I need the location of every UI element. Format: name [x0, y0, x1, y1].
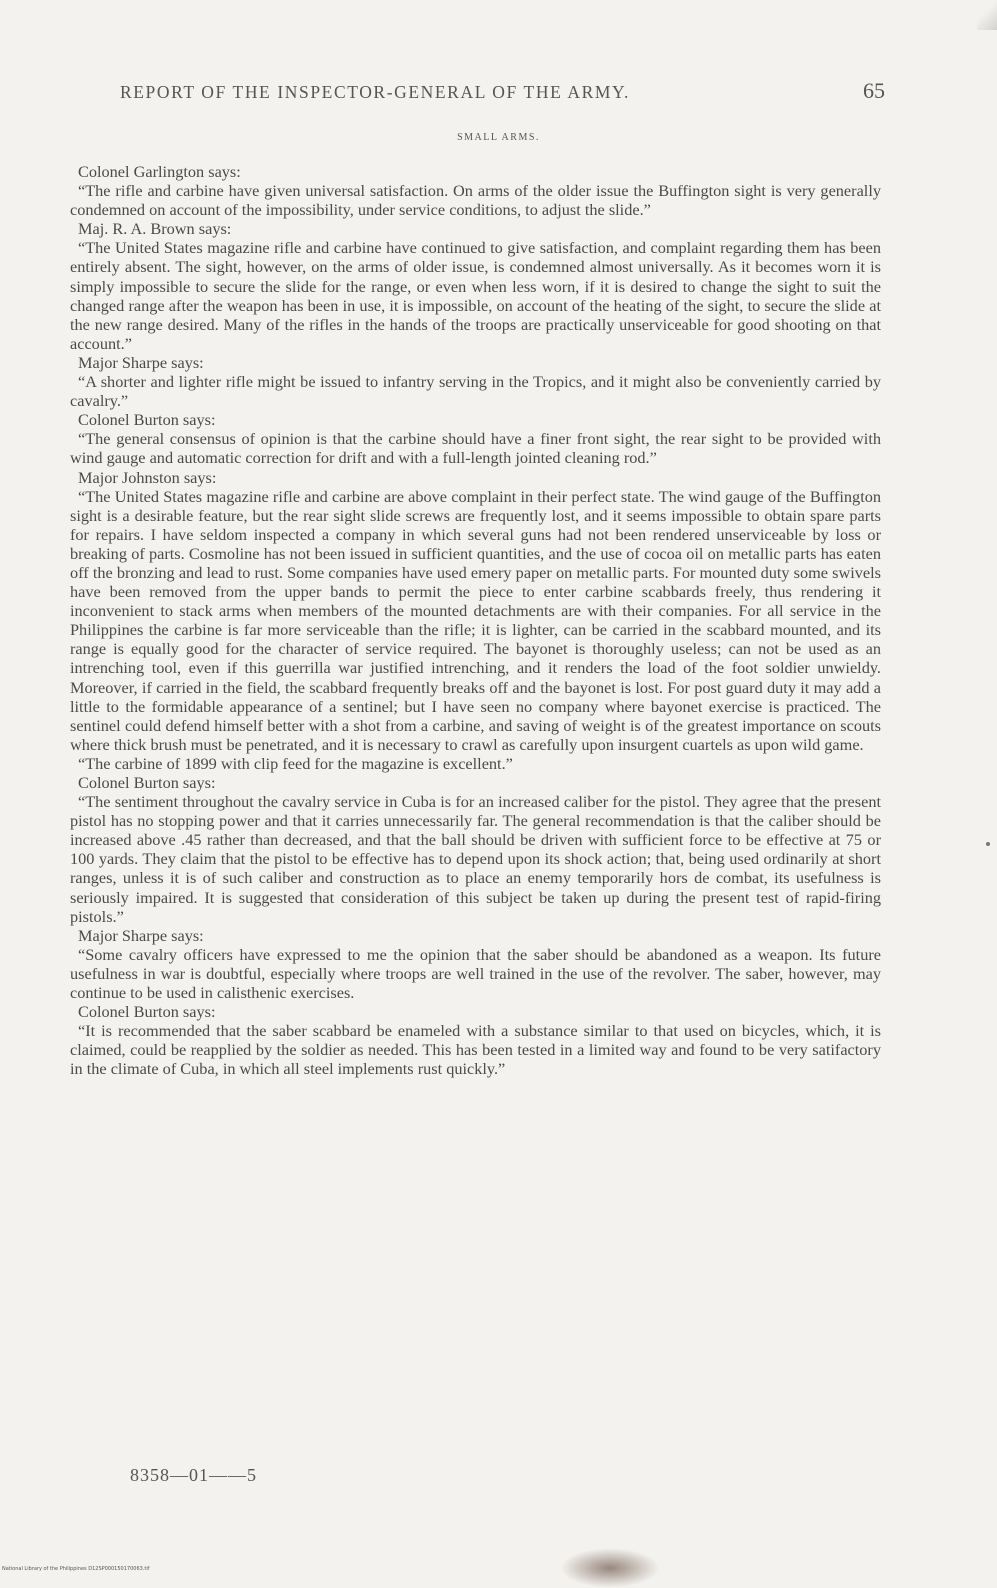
quote-paragraph: “The general consensus of opinion is that the carbine should have a finer front sight, the rear sight to be provided with wind gauge and automatic correction for drift and with a full-length jointed cleaning rod.”: [70, 429, 881, 468]
page-number: 65: [863, 78, 885, 103]
quote-paragraph: “Some cavalry officers have expressed to me the opinion that the saber should be abandoned as a weapon. Its future usefulness in war is doubtful, especially where troops are well trained in the use of the revolver. The saber, however, may continue to be used in calisthenic exercises.: [70, 944, 881, 1003]
library-stamp: National Library of the Philippines D12SP000150170063.tif: [2, 1566, 150, 1572]
report-body: [70, 162, 881, 1079]
section-heading: SMALL ARMS.: [457, 132, 540, 143]
quote-paragraph: “It is recommended that the saber scabbard be enameled with a substance similar to that used on bicycles, which, it is claimed, could be reapplied by the soldier as needed. This has been tested in a limited way and found to be very satifactory in the climate of Cuba, in which all steel implements rust quickly.”: [70, 1021, 881, 1079]
speaker-line: Major Sharpe says:: [78, 352, 204, 372]
quote-paragraph: “The United States magazine rifle and carbine are above complaint in their perfect state. The wind gauge of the Buffington sight is a desirable feature, but the rear sight slide screws are frequently lost, and it seems impossible to obtain spare parts for repairs. I have seldom inspected a company in which several guns had not been rendered unserviceable by loss or breaking of parts. Cosmoline has not been issued in sufficient quantities, and the use of cocoa oil on metallic parts has eaten off the bronzing and lead to rust. Some companies have used emery paper on metallic parts. For mounted duty some swivels have been removed from the upper bands to permit the piece to enter carbine scabbards freely, thus rendering it inconvenient to stack arms when members of the mounted detachments are with their companies. For all service in the Philippines the carbine is far more serviceable than the rifle; it is lighter, can be carried in the scabbard mounted, and its range is equally good for the character of service required. The bayonet is thoroughly useless; can not be used as an intrenching tool, even if this guerrilla war justified intrenching, and it renders the load of the foot soldier unwieldy. Moreover, if carried in the field, the scabbard frequently breaks off and the bayonet is lost. For post guard duty it may add a little to the formidable appearance of a sentinel; but I have seen no company where bayonet exercise is practiced. The sentinel could defend himself better with a shot from a carbine, and saving of weight is of the greatest importance on scouts where thick brush must be penetrated, and it is necessary to crawl as carefully upon insurgent cuartels as upon wild game.: [70, 486, 881, 754]
quote-paragraph: “The carbine of 1899 with clip feed for the magazine is excellent.”: [78, 753, 513, 773]
quote-paragraph: “A shorter and lighter rifle might be issued to infantry serving in the Tropics, and it might also be conveniently carried by cavalry.”: [70, 372, 881, 411]
printer-signature: 8358—01——5: [130, 1465, 257, 1485]
thumb-smudge: [560, 1548, 660, 1588]
quote-paragraph: “The sentiment throughout the cavalry service in Cuba is for an increased caliber for the pistol. They agree that the present pistol has no stopping power and that it carries unnecessarily far. The general recommendation is that the caliber should be increased above .45 rather than decreased, and that the ball should be driven with sufficient force to be effective at 75 or 100 yards. They claim that the pistol to be effective has to depend upon its shock action; that, being used ordinarily at short ranges, unless it is of such caliber and construction as to place an enemy temporarily hors de combat, its usefulness is seriously impaired. It is suggested that consideration of this subject be taken up during the present test of rapid-firing pistols.”: [70, 792, 881, 926]
speaker-line: Colonel Burton says:: [78, 773, 216, 792]
scan-speck: [986, 842, 990, 846]
speaker-line: Maj. R. A. Brown says:: [78, 219, 232, 239]
speaker-line: Major Sharpe says:: [78, 925, 204, 945]
quote-paragraph: “The United States magazine rifle and carbine have continued to give satisfaction, and complaint regarding them has been entirely absent. The sight, however, on the arms of older issue, is condemned almost universally. As it becomes worn it is simply impossible to secure the slide for the range, or even when less worn, if it is desired to change the sight to suit the changed range after the weapon has been in use, it is impossible, on account of the heating of the sight, to secure the slide at the new range desired. Many of the rifles in the hands of the troops are practically unserviceable for good shooting on that account.”: [70, 238, 881, 353]
speaker-line: Colonel Burton says:: [78, 1002, 216, 1022]
speaker-line: Major Johnston says:: [78, 467, 217, 487]
quote-paragraph: “The rifle and carbine have given universal satisfaction. On arms of the older issue the Buffington sight is very generally condemned on account of the impossibility, under service conditions, to adjust the slide.”: [70, 181, 881, 220]
speaker-line: Colonel Burton says:: [78, 410, 216, 430]
scan-corner-artifact: [977, 0, 997, 30]
running-header: [120, 78, 885, 104]
page-header-title: REPORT OF THE INSPECTOR-GENERAL OF THE ARMY.: [120, 82, 630, 102]
speaker-line: Colonel Garlington says:: [78, 162, 241, 181]
